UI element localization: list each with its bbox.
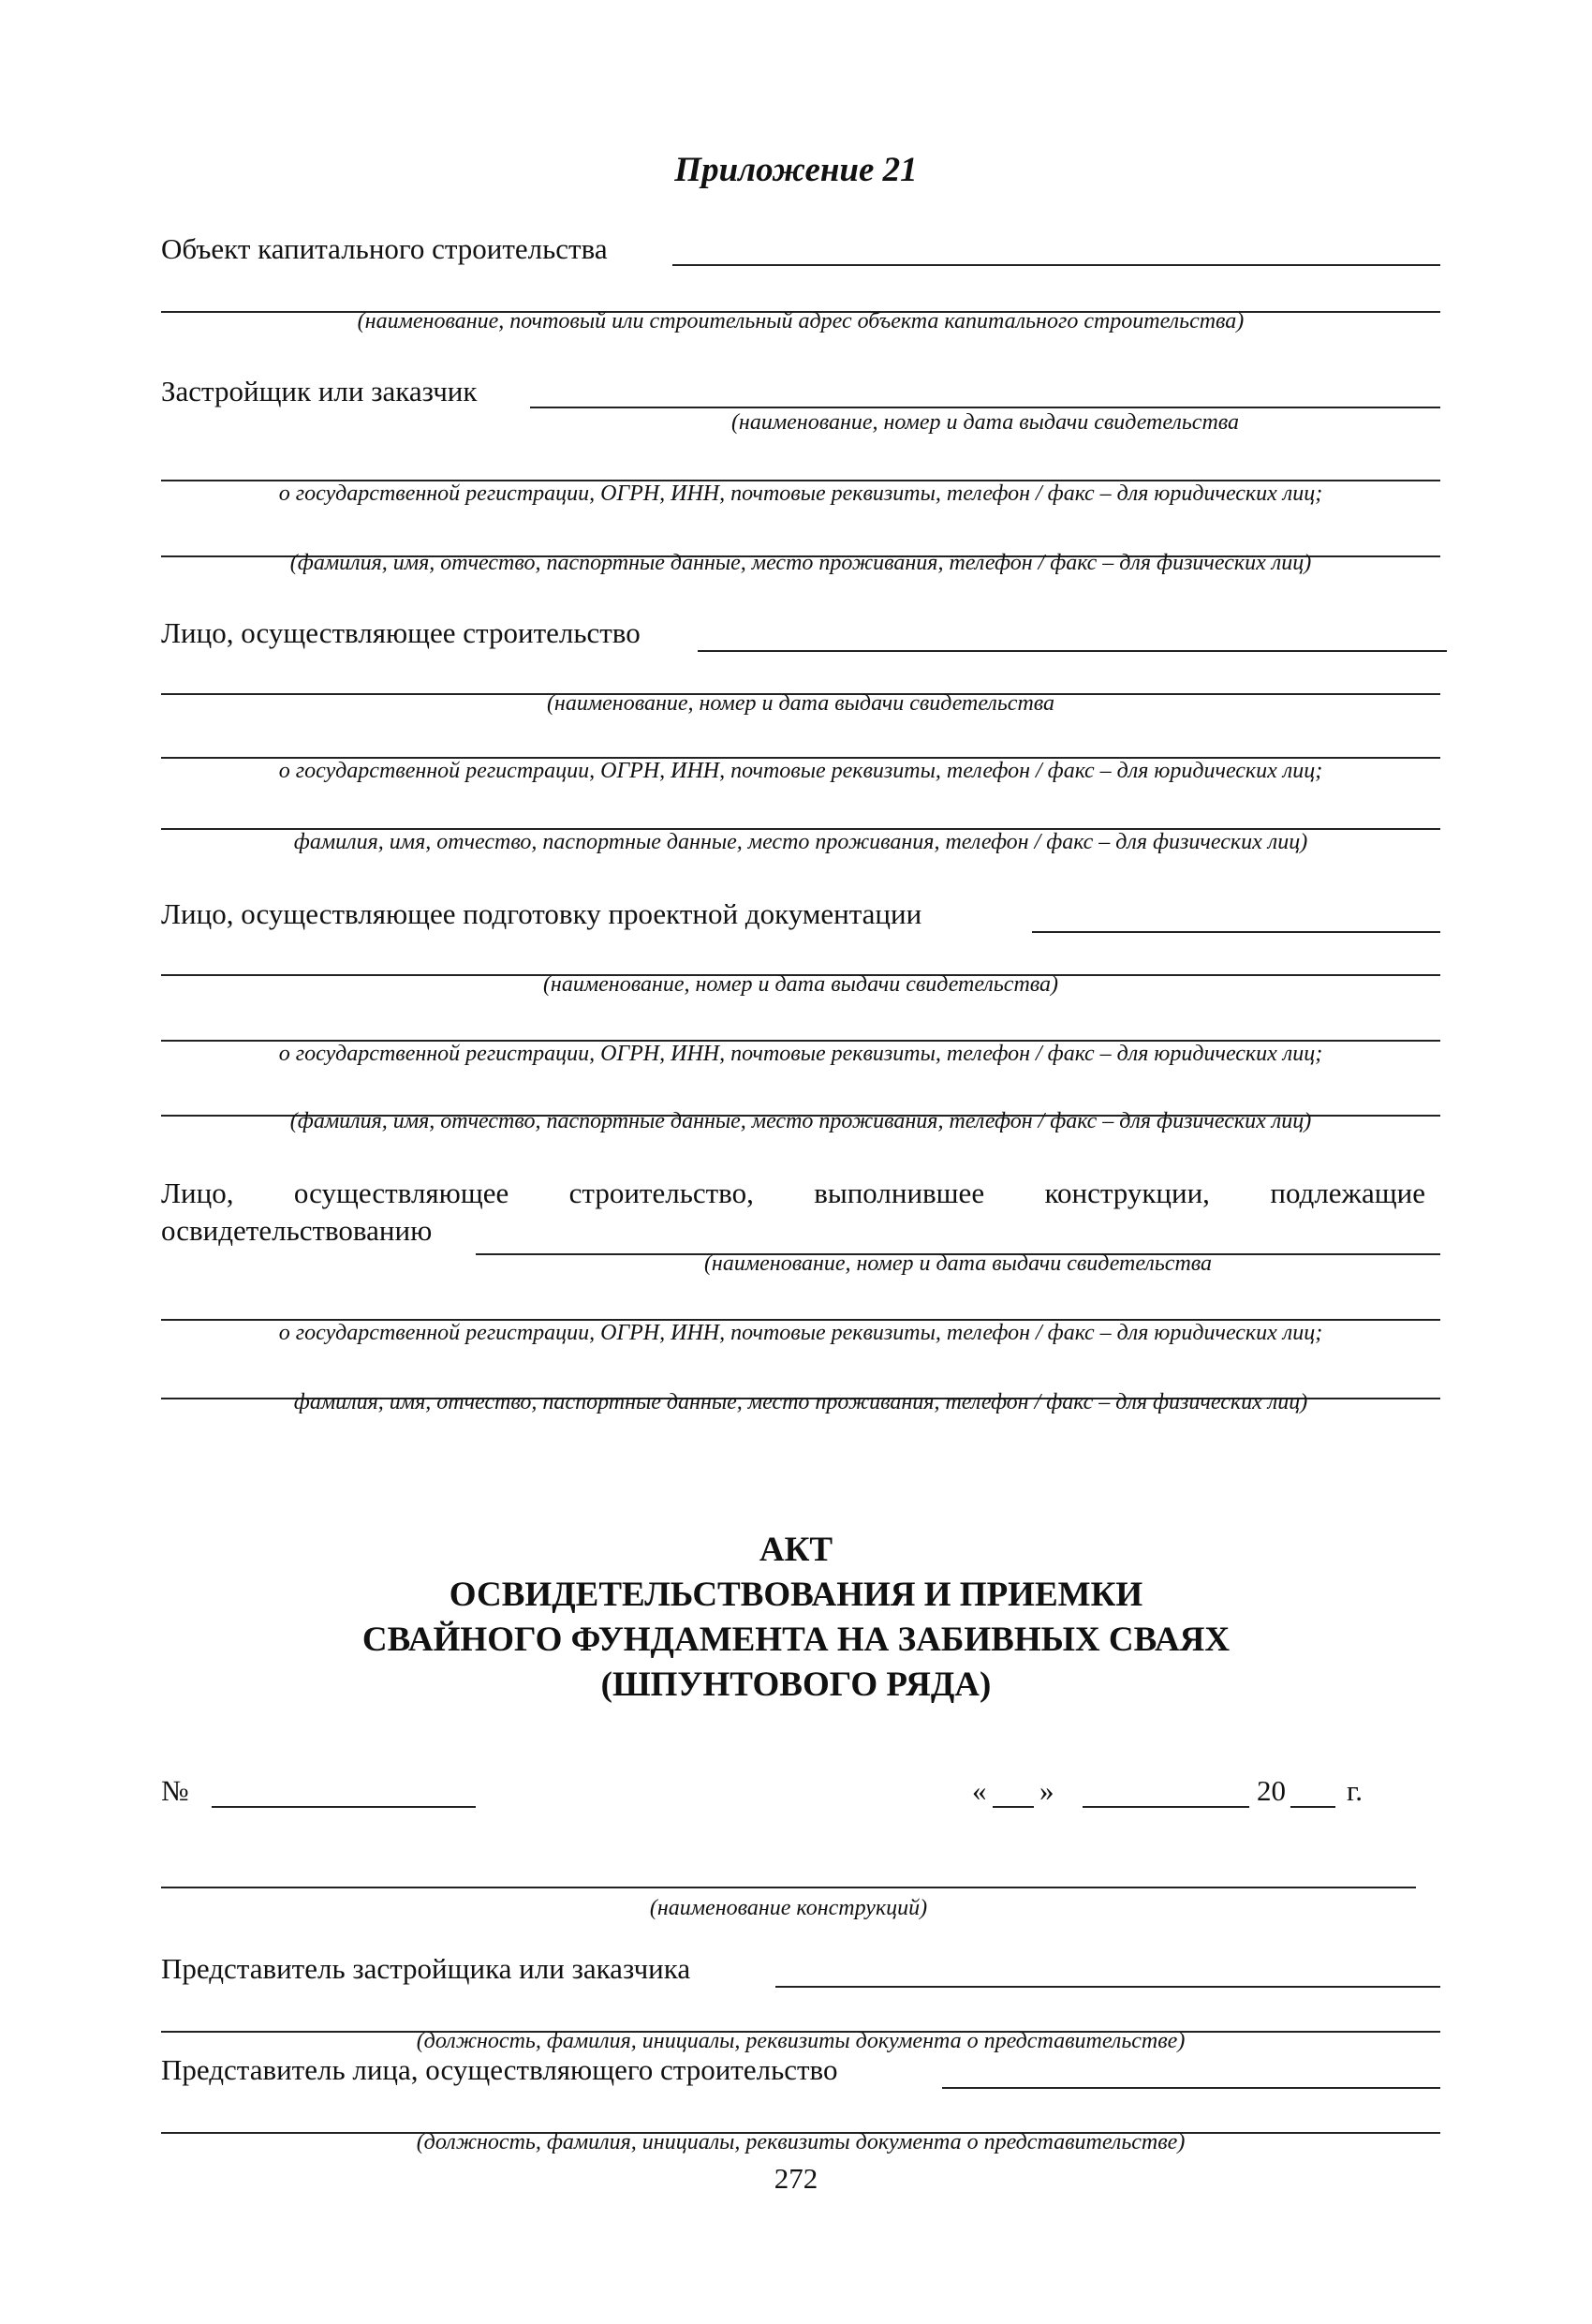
- object-caption: (наименование, почтовый или строительный адрес объекта капитального строительства): [357, 309, 1245, 333]
- executor-label-line1: [161, 1177, 1425, 1210]
- executor-caption-2: о государственной регистрации, ОГРН, ИНН, почтовые реквизиты, телефон / факс – для юридических лиц;: [278, 1321, 1323, 1345]
- developer-caption-2: о государственной регистрации, ОГРН, ИНН, почтовые реквизиты, телефон / факс – для юридических лиц;: [278, 481, 1323, 506]
- year-suffix: г.: [1347, 1774, 1363, 1807]
- constructions-caption: (наименование конструкций): [649, 1896, 928, 1920]
- developer-rep-blank[interactable]: [775, 1986, 1440, 1988]
- builder-rep-caption: (должность, фамилия, инициалы, реквизиты документа о представительстве): [416, 2130, 1186, 2154]
- quote-open: «: [972, 1774, 987, 1807]
- executor-word: выполнившее: [814, 1177, 985, 1209]
- act-title-3: СВАЙНОГО ФУНДАМЕНТА НА ЗАБИВНЫХ СВАЯХ: [361, 1621, 1231, 1659]
- act-title-1: АКТ: [759, 1531, 833, 1569]
- year-blank[interactable]: [1290, 1806, 1335, 1808]
- year-prefix: 20: [1257, 1774, 1286, 1807]
- developer-label: Застройщик или заказчик: [161, 375, 478, 407]
- executor-label-line2: освидетельствованию: [161, 1214, 433, 1247]
- executor-caption-3: фамилия, имя, отчество, паспортные данные, место проживания, телефон / факс – для физических лиц): [293, 1390, 1308, 1414]
- builder-caption-2: о государственной регистрации, ОГРН, ИНН, почтовые реквизиты, телефон / факс – для юридических лиц;: [278, 759, 1323, 783]
- executor-word: строительство,: [568, 1177, 754, 1209]
- number-sign: №: [161, 1774, 189, 1807]
- act-title-2: ОСВИДЕТЕЛЬСТВОВАНИЯ И ПРИЕМКИ: [449, 1576, 1143, 1614]
- day-blank[interactable]: [993, 1806, 1034, 1808]
- executor-word: конструкции,: [1044, 1177, 1210, 1209]
- object-label: Объект капитального строительства: [161, 232, 608, 265]
- month-blank[interactable]: [1083, 1806, 1249, 1808]
- designer-caption: (наименование, номер и дата выдачи свидетельства): [542, 972, 1059, 997]
- builder-caption: (наименование, номер и дата выдачи свидетельства: [546, 691, 1055, 716]
- constructions-blank[interactable]: [161, 1887, 1416, 1888]
- object-blank[interactable]: [672, 264, 1440, 266]
- act-title-4: (ШПУНТОВОГО РЯДА): [600, 1665, 992, 1704]
- builder-label: Лицо, осуществляющее строительство: [161, 616, 641, 649]
- designer-caption-2: о государственной регистрации, ОГРН, ИНН, почтовые реквизиты, телефон / факс – для юридических лиц;: [278, 1042, 1323, 1066]
- developer-rep-caption: (должность, фамилия, инициалы, реквизиты документа о представительстве): [416, 2029, 1186, 2053]
- number-blank[interactable]: [212, 1806, 476, 1808]
- quote-close: »: [1039, 1774, 1054, 1807]
- builder-caption-3: фамилия, имя, отчество, паспортные данные, место проживания, телефон / факс – для физических лиц): [293, 830, 1308, 854]
- designer-label: Лицо, осуществляющее подготовку проектной документации: [161, 897, 922, 930]
- executor-word: Лицо,: [161, 1177, 234, 1209]
- appendix-title: Приложение 21: [674, 151, 918, 189]
- developer-caption: (наименование, номер и дата выдачи свидетельства: [730, 410, 1240, 435]
- page-number: 272: [774, 2162, 818, 2195]
- builder-rep-label: Представитель лица, осуществляющего строительство: [161, 2053, 838, 2086]
- executor-word: осуществляющее: [293, 1177, 509, 1209]
- executor-word: подлежащие: [1270, 1177, 1425, 1209]
- developer-caption-3: (фамилия, имя, отчество, паспортные данные, место проживания, телефон / факс – для физических лиц): [289, 551, 1312, 575]
- developer-blank[interactable]: [530, 407, 1440, 408]
- developer-rep-label: Представитель застройщика или заказчика: [161, 1952, 691, 1985]
- executor-caption: (наименование, номер и дата выдачи свидетельства: [703, 1251, 1213, 1276]
- designer-caption-3: (фамилия, имя, отчество, паспортные данные, место проживания, телефон / факс – для физических лиц): [289, 1109, 1312, 1133]
- builder-rep-blank[interactable]: [942, 2087, 1440, 2089]
- designer-blank[interactable]: [1032, 931, 1440, 933]
- builder-blank[interactable]: [698, 650, 1447, 652]
